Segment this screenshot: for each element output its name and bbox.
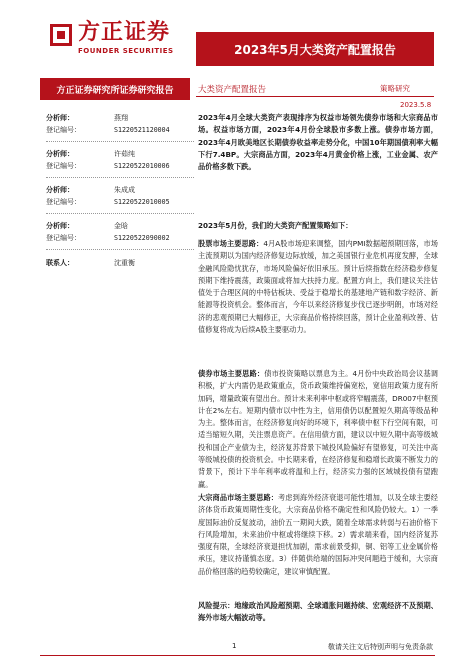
reg-number: S1220521120004: [114, 126, 170, 134]
reg-number: S1220522010006: [114, 162, 170, 170]
analyst-block-4: [46, 220, 194, 244]
analyst-name: 金晗: [114, 222, 128, 230]
summary-paragraph: [198, 112, 438, 173]
page-number: 1: [232, 642, 237, 650]
institute-banner: 方正证券研究所证券研究报告: [40, 78, 190, 100]
analyst-name: 燕翔: [114, 114, 128, 122]
analyst-divider: [46, 249, 194, 250]
reg-label: 登记编号：: [46, 126, 81, 134]
strategy-lead-text: 2023年5月份，我们的大类资产配置策略如下：: [198, 221, 353, 230]
disclaimer-note: 敬请关注文后特别声明与免责条款: [328, 643, 433, 651]
contact-label: 联系人：: [46, 259, 74, 267]
analyst-role: 分析师：: [46, 150, 74, 158]
contact-block: [46, 257, 194, 269]
report-category: 策略研究: [380, 84, 410, 93]
bond-heading: 债券市场主要思路：: [198, 369, 265, 378]
commodity-section: [198, 492, 438, 578]
summary-text: 2023年4月全球大类资产表现排序为权益市场领先债券市场和大宗商品市场。权益市场方面，2023年4月份全球股市多数上涨。债券市场方面，2023年4月欧美地区长期债券收益率走势分化，中国10年期国债利率大幅下行7.4BP。大宗商品方面，2023年4月黄金价格上涨，工业金属、农产品价格多数下跌。: [198, 113, 438, 172]
reg-label: 登记编号：: [46, 198, 81, 206]
risk-section: [198, 600, 438, 625]
brand-name-cn: 方正证券: [78, 20, 171, 45]
stock-section: [198, 238, 438, 336]
analyst-name: 朱成成: [114, 186, 135, 194]
analyst-role: 分析师：: [46, 114, 74, 122]
reg-number: S1220522090002: [114, 234, 170, 242]
contact-name: 沈重衡: [114, 259, 135, 267]
commodity-text: 考虑到海外经济衰退可能性增加，以及全球主要经济体货币政策周期性变化，大宗商品价格不确定性和风险仍较大。1）一季度国际油价反复波动，油价五一期间大跌，随着全球需求转弱与石油价格下行风险增加，未来油价中枢或将继续下移。2）需求端来看，国内经济复苏强度有限，全球经济衰退担忧加剧，需求前景受抑，铜、铝等工业金属价格承压，建议持谨慎态度。3）伴随供给端的国际冲突问题趋于缓和，大宗商品价格回落的趋势较确定，建议审慎配置。: [198, 493, 438, 576]
analyst-role: 分析师：: [46, 186, 74, 194]
stock-heading: 股票市场主要思路：: [198, 239, 264, 248]
stock-text: 4月A股市场迎来调整，国内PMI数据超预期回落，市场主流预期以为国内经济修复边际放缓，加之美国银行业危机再度发酵，全球金融风险隐忧犹存，市场风险偏好依旧承压。预计后续指数在经济稳步修复预期下维持震荡，政策面或将加大扶持力度。配置方向上，我们建议关注估值处于合理区间的中特估板块、受益于稳增长的基建地产链和数字经济、新能源等投资机会。整体而言，今年以来经济修复步伐已逐步明朗，市场对经济的悲观预期已大幅修正，大宗商品价格持续回落，预计企业盈利改善、估值修复将成为后续A股主要驱动力。: [198, 239, 438, 335]
footer-divider: [40, 655, 435, 656]
risk-text: 地缘政治风险超预期、全球通胀问题持续、宏观经济不及预期、海外市场大幅波动等。: [198, 601, 438, 623]
report-date: 2023.5.8: [400, 101, 432, 109]
reg-label: 登记编号：: [46, 234, 81, 242]
report-type: 大类资产配置报告: [198, 85, 267, 95]
reg-number: S1220522010005: [114, 198, 170, 206]
risk-heading: 风险提示：: [198, 601, 235, 610]
reg-label: 登记编号：: [46, 162, 81, 170]
analyst-divider: [46, 141, 194, 142]
analyst-block-2: [46, 148, 194, 172]
header-divider: [196, 96, 434, 97]
report-title: 2023年5月大类资产配置报告: [196, 32, 434, 66]
analyst-name: 许茹纯: [114, 150, 135, 158]
commodity-heading: 大宗商品市场主要思路：: [198, 493, 279, 502]
analyst-divider: [46, 177, 194, 178]
brand-name-en: FOUNDER SECURITIES: [78, 47, 174, 55]
analyst-block-1: [46, 112, 194, 136]
analyst-role: 分析师：: [46, 222, 74, 230]
bond-section: [198, 368, 438, 491]
analyst-block-3: [46, 184, 194, 208]
analyst-divider: [46, 213, 194, 214]
strategy-lead: [198, 220, 438, 232]
bond-text: 债市投资策略以票息为主。4月份中央政治局会议基调积极，扩大内需仍是政策重点，货币政策维持偏宽松，宽信用政策力度有所加码，增量政策有望出台。预计未来利率中枢或将窄幅震荡，DR007中枢预计在2%左右。短期内债市以中性为主，信用债仍以配置短久期高等级品种为主。整体而言，在经济修复向好的环境下，利率债中枢下行空间有限，可适当缩短久期，关注票息资产。在信用债方面，建议以中短久期中高等级城投和国企产业债为主，经济复苏背景下城投风险偏好有望修复，可关注中高等级城投债的投资机会。中长期来看，在经济修复和稳增长政策不断发力的背景下，预计下半年利率或将温和上行，经济实力强的区域城投债有望跑赢。: [198, 369, 438, 489]
logo-icon: [50, 24, 72, 46]
